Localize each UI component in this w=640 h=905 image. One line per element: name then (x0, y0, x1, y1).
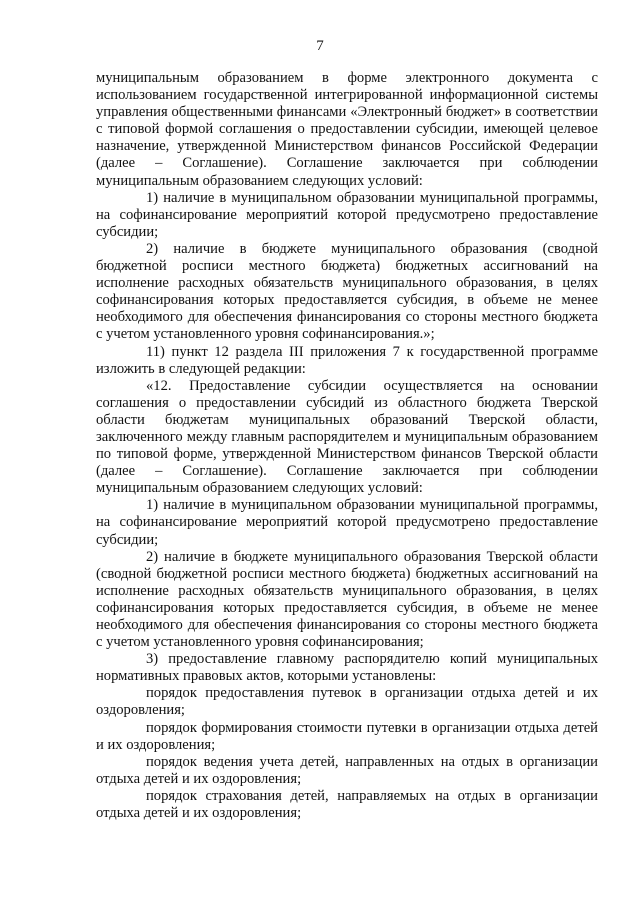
paragraph: 2) наличие в бюджете муниципального образования (сводной бюджетной росписи местного бюджета) бюджетных ассигнований на исполнение расходных обязательств муниципального образования, в целях софинансирования которых предоставляется субсидия, в объеме не менее необходимого для обеспечения финансирования со стороны местного бюджета с учетом установленного уровня софинансирования.»; (96, 240, 598, 343)
paragraph: порядок формирования стоимости путевки в организации отдыха детей и их оздоровления; (96, 719, 598, 753)
paragraph: 11) пункт 12 раздела III приложения 7 к государственной программе изложить в следующей редакции: (96, 343, 598, 377)
document-body (96, 70, 598, 822)
paragraph: муниципальным образованием в форме электронного документа с использованием государственной интегрированной информационной системы управления общественными финансами «Электронный бюджет» в соответствии с типовой формой соглашения о предоставлении субсидии, имеющей целевое назначение, утвержденной Министерством финансов Российской Федерации (далее – Соглашение). Соглашение заключается при соблюдении муниципальным образованием следующих условий: (96, 70, 598, 189)
paragraph: 1) наличие в муниципальном образовании муниципальной программы, на софинансирование мероприятий которой предусмотрено предоставление субсидии; (96, 497, 598, 548)
paragraph: порядок страхования детей, направляемых на отдых в организации отдыха детей и их оздоровления; (96, 787, 598, 822)
paragraph: порядок ведения учета детей, направленных на отдых в организации отдыха детей и их оздоровления; (96, 753, 598, 787)
paragraph: 1) наличие в муниципальном образовании муниципальной программы, на софинансирование мероприятий которой предусмотрено предоставление субсидии; (96, 189, 598, 240)
page-number: 7 (316, 38, 324, 54)
paragraph: порядок предоставления путевок в организации отдыха детей и их оздоровления; (96, 685, 598, 719)
paragraph: 3) предоставление главному распорядителю копий муниципальных нормативных правовых актов, которыми установлены: (96, 651, 598, 685)
paragraph: 2) наличие в бюджете муниципального образования Тверской области (сводной бюджетной росписи местного бюджета) бюджетных ассигнований на исполнение расходных обязательств муниципального образования, в целях софинансирования которых предоставляется субсидия, в объеме не менее необходимого для обеспечения финансирования со стороны местного бюджета с учетом установленного уровня софинансирования; (96, 548, 598, 651)
paragraph: «12. Предоставление субсидии осуществляется на основании соглашения о предоставлении субсидий из областного бюджета Тверской области бюджетам муниципальных образований Тверской области, заключенного между главным распорядителем и муниципальным образованием по типовой форме, утвержденной Министерством финансов Тверской области (далее – Соглашение). Соглашение заключается при соблюдении муниципальным образованием следующих условий: (96, 377, 598, 497)
